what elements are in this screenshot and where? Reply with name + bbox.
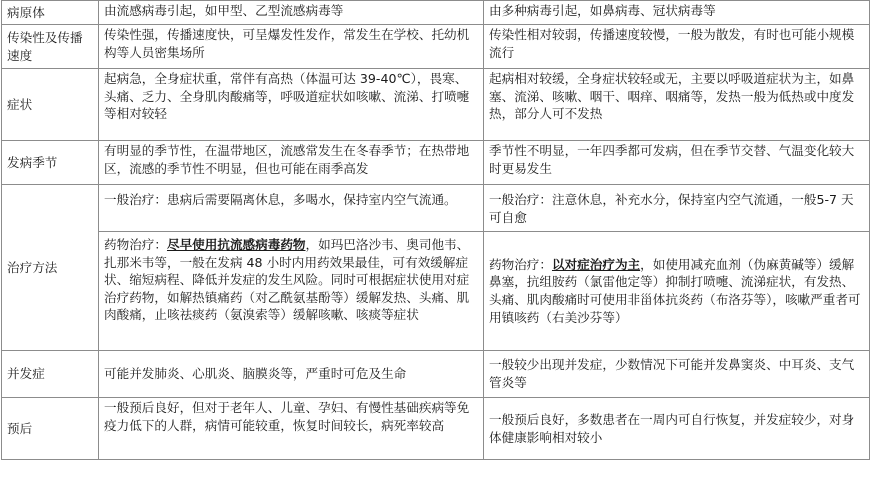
cold-symptoms-cell: 起病相对较缓，全身症状较轻或无，主要以呼吸道症状为主，如鼻塞、流涕、咳嗽、咽干、咽痒、咽痛等，发热一般为低热或中度发热，部分人可不发热	[484, 69, 870, 141]
flu-drug-treatment-cell	[99, 232, 484, 351]
cold-prognosis-cell: 一般预后良好，多数患者在一周内可自行恢复，并发症较少，对身体健康影响相对较小	[484, 398, 870, 460]
cold-drug-detail: ，如使用减充血剂（伪麻黄碱等）缓解鼻塞，抗组胺药（氯雷他定等）抑制打喷嚏、流涕症状，有发热、头痛、肌肉酸痛时可使用非甾体抗炎药（布洛芬等），咳嗽严重者可用镇咳药（右美沙芬等）	[489, 256, 861, 325]
flu-symptoms-cell: 起病急，全身症状重，常伴有高热（体温可达 39-40℃），畏寒、头痛、乏力、全身肌肉酸痛等，呼吸道症状如咳嗽、流涕、打喷嚏等相对较轻	[99, 69, 484, 141]
cold-season-cell: 季节性不明显，一年四季都可发病，但在季节交替、气温变化较大时更易发生	[484, 141, 870, 185]
flu-drug-detail: ，如玛巴洛沙韦、奥司他韦、扎那米韦等，一般在发病 48 小时内用药效果最佳，可有效缓解症状、缩短病程、降低并发症的发生风险。同时可根据症状使用对症治疗药物，如解热镇痛药（对乙酰氨基酚等）缓解发热、头痛、肌肉酸痛，止咳祛痰药（氨溴索等）缓解咳嗽、咳痰等症状	[104, 237, 470, 323]
row-label-complications: 并发症	[2, 351, 99, 398]
table-row	[2, 232, 870, 351]
cold-drug-treatment-cell	[484, 232, 870, 351]
flu-drug-prefix: 药物治疗：	[104, 237, 167, 252]
flu-season-cell: 有明显的季节性，在温带地区，流感常发生在冬春季节；在热带地区，流感的季节性不明显，但也可能在雨季高发	[99, 141, 484, 185]
comparison-table	[1, 0, 870, 460]
table-row	[2, 351, 870, 398]
row-label-symptoms: 症状	[2, 69, 99, 141]
flu-complications-cell: 可能并发肺炎、心肌炎、脑膜炎等，严重时可危及生命	[99, 351, 484, 398]
flu-drug-emphasis: 尽早使用抗流感病毒药物	[166, 237, 306, 252]
cold-drug-emphasis: 以对症治疗为主	[551, 256, 641, 272]
row-label-pathogen: 病原体	[2, 1, 99, 25]
row-label-prognosis: 预后	[2, 398, 99, 460]
table-row	[2, 1, 870, 25]
cold-drug-prefix: 药物治疗：	[489, 256, 552, 272]
table-row	[2, 69, 870, 141]
cold-pathogen-cell: 由多种病毒引起，如鼻病毒、冠状病毒等	[484, 1, 870, 25]
flu-prognosis-cell: 一般预后良好，但对于老年人、儿童、孕妇、有慢性基础疾病等免疫力低下的人群，病情可能较重，恢复时间较长，病死率较高	[99, 398, 484, 460]
table-row	[2, 185, 870, 232]
flu-pathogen-cell: 由流感病毒引起，如甲型、乙型流感病毒等	[99, 1, 484, 25]
flu-general-treatment-cell: 一般治疗：患病后需要隔离休息，多喝水，保持室内空气流通。	[99, 185, 484, 232]
cold-general-treatment-cell: 一般治疗：注意休息，补充水分，保持室内空气流通，一般5-7 天可自愈	[484, 185, 870, 232]
flu-contagion-cell: 传染性强，传播速度快，可呈爆发性发作，常发生在学校、托幼机构等人员密集场所	[99, 25, 484, 69]
table-row	[2, 398, 870, 460]
row-label-contagion: 传染性及传播速度	[2, 25, 99, 69]
cold-complications-cell: 一般较少出现并发症，少数情况下可能并发鼻窦炎、中耳炎、支气管炎等	[484, 351, 870, 398]
table-row	[2, 25, 870, 69]
row-label-treatment: 治疗方法	[2, 185, 99, 351]
table-row	[2, 141, 870, 185]
row-label-season: 发病季节	[2, 141, 99, 185]
cold-contagion-cell: 传染性相对较弱，传播速度较慢，一般为散发，有时也可能小规模流行	[484, 25, 870, 69]
